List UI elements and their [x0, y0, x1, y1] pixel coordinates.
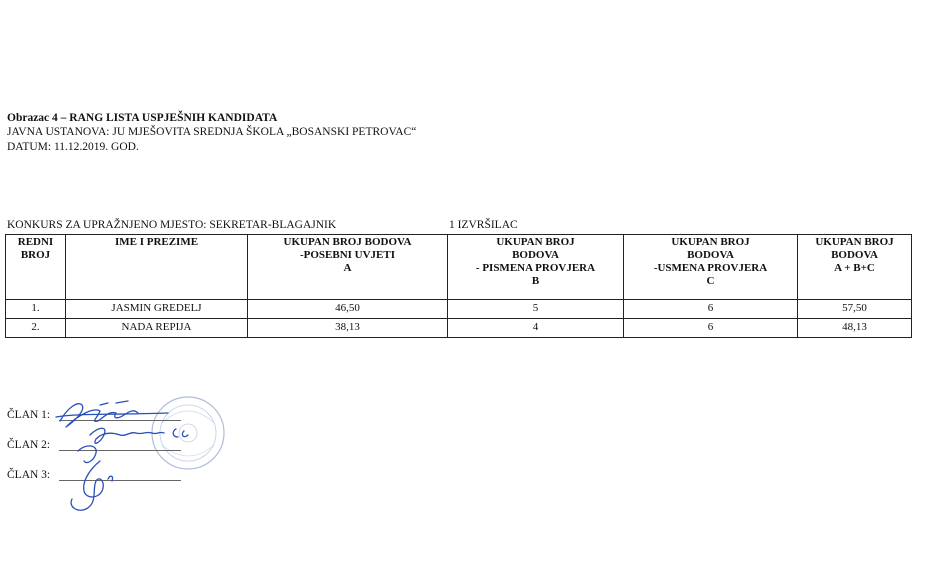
- col-header-points-a: UKUPAN BROJ BODOVA -POSEBNI UVJETI A: [248, 235, 448, 300]
- institution-line: JAVNA USTANOVA: JU MJEŠOVITA SREDNJA ŠKOLA „BOSANSKI PETROVAC“: [7, 126, 417, 138]
- date-line: DATUM: 11.12.2019. GOD.: [7, 141, 139, 153]
- col-header-rank: REDNI BROJ: [6, 235, 66, 300]
- table-row: [6, 300, 912, 319]
- points-a-cell: 46,50: [248, 300, 448, 319]
- points-b-cell: 4: [448, 319, 624, 338]
- committee-label: ČLAN 1:: [7, 409, 51, 421]
- rank-cell: 2.: [6, 319, 66, 338]
- points-c-cell: 6: [624, 319, 798, 338]
- total-cell: 57,50: [798, 300, 912, 319]
- col-header-name: IME I PREZIME: [66, 235, 248, 300]
- konkurs-count: 1 IZVRŠILAC: [449, 219, 518, 231]
- committee-label: ČLAN 3:: [7, 469, 51, 481]
- committee-label: ČLAN 2:: [7, 439, 51, 451]
- form-title: Obrazac 4 – RANG LISTA USPJEŠNIH KANDIDATA: [7, 112, 278, 124]
- col-header-points-b: UKUPAN BROJ BODOVA - PISMENA PROVJERA B: [448, 235, 624, 300]
- name-cell: NADA REPIJA: [66, 319, 248, 338]
- signatures-icon: [38, 395, 218, 520]
- total-cell: 48,13: [798, 319, 912, 338]
- points-a-cell: 38,13: [248, 319, 448, 338]
- konkurs-position: KONKURS ZA UPRAŽNJENO MJESTO: SEKRETAR-BLAGAJNIK: [7, 219, 337, 231]
- points-b-cell: 5: [448, 300, 624, 319]
- table-row: [6, 319, 912, 338]
- col-header-total: UKUPAN BROJ BODOVA A + B+C: [798, 235, 912, 300]
- col-header-points-c: UKUPAN BROJ BODOVA -USMENA PROVJERA C: [624, 235, 798, 300]
- rank-cell: 1.: [6, 300, 66, 319]
- table-header-row: [6, 235, 912, 300]
- ranking-table: [5, 234, 912, 338]
- name-cell: JASMIN GREDELJ: [66, 300, 248, 319]
- points-c-cell: 6: [624, 300, 798, 319]
